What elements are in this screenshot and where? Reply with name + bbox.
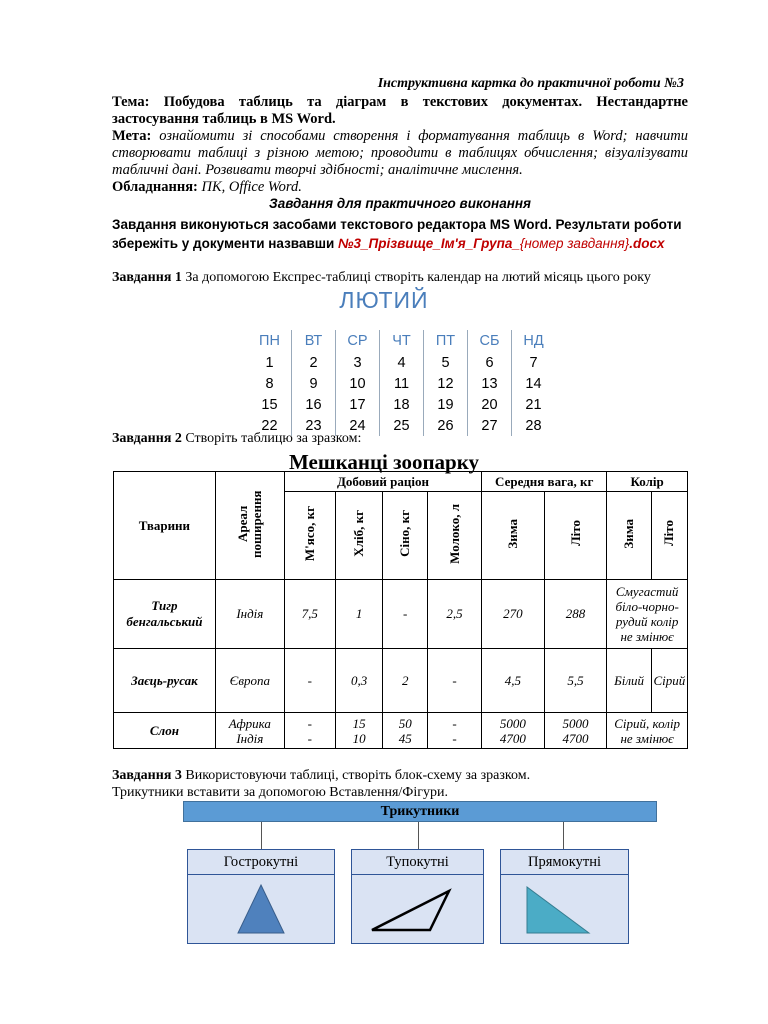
day-cell: 21 xyxy=(512,394,556,415)
header-animals: Тварини xyxy=(114,472,216,580)
table-row xyxy=(114,713,688,749)
milk-line: - xyxy=(452,715,457,731)
meat-value: 7,5 xyxy=(284,580,335,649)
header-meat-cell xyxy=(284,492,335,580)
goal-label: Мета: xyxy=(112,128,152,144)
header-color: Колір xyxy=(607,472,688,492)
zoo-table-title: Мешканці зоопарку xyxy=(288,450,480,474)
header-milk-cell xyxy=(428,492,482,580)
day-cell: 17 xyxy=(336,394,380,415)
filename-part3: .docx xyxy=(629,236,665,251)
task1-text: За допомогою Експрес-таблиці створіть календар на лютий місяць цього року xyxy=(181,270,651,285)
task1-paragraph xyxy=(112,270,651,286)
diagram-box-acute-title: Гострокутні xyxy=(187,849,335,875)
weight-line: 4700 xyxy=(499,730,526,746)
header-weight-summer-cell xyxy=(544,492,607,580)
milk-line: - xyxy=(452,730,457,746)
animal-name: Заєць-русак xyxy=(114,649,216,713)
calendar-table xyxy=(248,330,555,436)
header-weight-winter-cell xyxy=(482,492,545,580)
day-cell: 8 xyxy=(265,375,274,392)
area-line: Африка xyxy=(228,715,271,731)
day-cell: 12 xyxy=(424,373,468,394)
table-row xyxy=(114,580,688,649)
connector-line xyxy=(418,822,419,849)
task3-paragraph xyxy=(112,767,530,801)
hay-value xyxy=(383,713,428,749)
weight-line: 5000 xyxy=(562,715,589,731)
day-cell: 3 xyxy=(336,352,380,373)
header-color-summer: Літо xyxy=(661,520,677,547)
diagram-box-acute-body xyxy=(187,875,335,944)
diagram-box-right-body xyxy=(500,875,629,944)
color-summer-value: Сірий xyxy=(651,649,687,713)
calendar-week-row xyxy=(248,373,555,394)
header-milk: Молоко, л xyxy=(446,503,462,564)
topic-label: Тема: xyxy=(112,94,150,110)
animal-name: Тигр бенгальський xyxy=(114,580,216,649)
milk-value: - xyxy=(428,649,482,713)
weight-winter-value xyxy=(482,713,545,749)
diagram-box-right-title: Прямокутні xyxy=(500,849,629,875)
weekday-cell: ЧТ xyxy=(380,330,424,352)
connector-line xyxy=(563,822,564,849)
milk-value xyxy=(428,713,482,749)
header-area: Ареал поширення xyxy=(234,489,264,558)
day-cell: 24 xyxy=(336,415,380,436)
day-cell: 10 xyxy=(336,373,380,394)
obtuse-triangle-icon xyxy=(352,875,483,943)
weekday-cell: ВТ xyxy=(292,330,336,352)
calendar-weekday-row xyxy=(248,330,555,352)
day-cell: 14 xyxy=(512,373,556,394)
header-area-cell xyxy=(215,472,284,580)
day-cell: 4 xyxy=(380,352,424,373)
header-weight-summer: Літо xyxy=(567,520,583,547)
calendar-title: ЛЮТИЙ xyxy=(339,287,429,313)
day-cell: 11 xyxy=(380,373,424,394)
header-weight-winter: Зима xyxy=(504,518,520,549)
meat-value xyxy=(284,713,335,749)
header-bread: Хліб, кг xyxy=(351,510,367,557)
card-title: Інструктивна картка до практичної роботи №3 xyxy=(377,76,684,91)
hay-value: - xyxy=(383,580,428,649)
goal-paragraph xyxy=(112,128,688,179)
weekday-cell: СБ xyxy=(468,330,512,352)
table-row xyxy=(114,649,688,713)
filename-part2: {номер завдання} xyxy=(519,236,630,251)
acute-triangle-icon xyxy=(188,875,334,943)
weekday-cell: ПТ xyxy=(424,330,468,352)
diagram-box-obtuse-title: Тупокутні xyxy=(351,849,484,875)
weight-summer-value xyxy=(544,713,607,749)
header-bread-cell xyxy=(335,492,383,580)
header-diet: Добовий раціон xyxy=(284,472,481,492)
meat-line: - xyxy=(307,715,312,731)
equipment-paragraph xyxy=(112,179,688,196)
weight-winter-value: 270 xyxy=(482,580,545,649)
day-cell: 27 xyxy=(468,415,512,436)
calendar-week-row xyxy=(248,352,555,373)
calendar-week-row xyxy=(248,394,555,415)
day-cell: 22 xyxy=(261,417,278,434)
animal-name: Слон xyxy=(114,713,216,749)
topic-text: Побудова таблиць та діаграм в текстових документах. Нестандартне застосування таблиць в MS Word. xyxy=(112,94,688,127)
area-line: Індія xyxy=(236,730,264,746)
tasks-heading: Завдання для практичного виконання xyxy=(269,196,531,211)
day-cell: 25 xyxy=(380,415,424,436)
weekday-cell: НД xyxy=(512,330,556,352)
day-cell: 7 xyxy=(512,352,556,373)
diagram-root-bar: Трикутники xyxy=(183,801,657,822)
instructions-text: Завдання виконуються засобами текстового редактора MS Word. Результати роботи збережіть у документи назвавши xyxy=(112,217,682,251)
task3-text2: Трикутники вставити за допомогою Вставлення/Фігури. xyxy=(112,785,448,800)
weight-summer-value: 5,5 xyxy=(544,649,607,713)
equipment-text: ПК, Office Word. xyxy=(197,179,302,195)
header-color-summer-cell xyxy=(651,492,687,580)
color-value: Смугастий біло-чорно-рудий колір не змінює xyxy=(607,580,688,649)
day-cell: 23 xyxy=(292,415,336,436)
color-winter-value: Білий xyxy=(607,649,652,713)
day-cell: 5 xyxy=(424,352,468,373)
area-value xyxy=(215,713,284,749)
header-color-winter-cell xyxy=(607,492,652,580)
task2-paragraph xyxy=(112,431,361,447)
meat-line: - xyxy=(307,730,312,746)
header-color-winter: Зима xyxy=(621,518,637,549)
weight-line: 4700 xyxy=(562,730,589,746)
task1-label: Завдання 1 xyxy=(112,270,182,285)
day-cell: 13 xyxy=(468,373,512,394)
task2-label: Завдання 2 xyxy=(112,431,182,446)
milk-value: 2,5 xyxy=(428,580,482,649)
bread-value: 0,3 xyxy=(335,649,383,713)
task2-text: Створіть таблицю за зразком: xyxy=(181,431,362,446)
header-hay-cell xyxy=(383,492,428,580)
hay-line: 45 xyxy=(398,730,412,746)
hay-line: 50 xyxy=(398,715,412,731)
bread-value: 1 xyxy=(335,580,383,649)
area-value: Індія xyxy=(215,580,284,649)
header-hay: Сіно, кг xyxy=(397,510,413,557)
weight-summer-value: 288 xyxy=(544,580,607,649)
instructions-paragraph xyxy=(112,215,692,253)
task3-label: Завдання 3 xyxy=(112,768,182,783)
zoo-header-row-1 xyxy=(114,472,688,492)
day-cell: 20 xyxy=(468,394,512,415)
day-cell: 16 xyxy=(292,394,336,415)
day-cell: 19 xyxy=(424,394,468,415)
bread-line: 15 xyxy=(352,715,366,731)
zoo-table xyxy=(113,471,688,749)
meat-value: - xyxy=(284,649,335,713)
color-value: Сірий, колір не змінює xyxy=(607,713,688,749)
day-cell: 28 xyxy=(512,415,556,436)
hay-value: 2 xyxy=(383,649,428,713)
day-cell: 26 xyxy=(424,415,468,436)
header-weight: Середня вага, кг xyxy=(482,472,607,492)
day-cell: 6 xyxy=(468,352,512,373)
weekday-cell: СР xyxy=(336,330,380,352)
bread-value xyxy=(335,713,383,749)
equipment-label: Обладнання: xyxy=(112,179,198,195)
day-cell: 18 xyxy=(380,394,424,415)
weekday-cell: ПН xyxy=(259,333,280,349)
day-cell: 1 xyxy=(265,354,274,371)
area-value: Європа xyxy=(215,649,284,713)
weight-winter-value: 4,5 xyxy=(482,649,545,713)
diagram-box-obtuse-body xyxy=(351,875,484,944)
day-cell: 9 xyxy=(292,373,336,394)
right-triangle-icon xyxy=(501,875,628,943)
day-cell: 2 xyxy=(292,352,336,373)
weight-line: 5000 xyxy=(499,715,526,731)
connector-line xyxy=(261,822,262,849)
task3-text: Використовуючи таблиці, створіть блок-схему за зразком. xyxy=(181,768,531,783)
bread-line: 10 xyxy=(352,730,366,746)
day-cell: 15 xyxy=(261,396,278,413)
header-meat: М'ясо, кг xyxy=(301,505,317,562)
goal-text: ознайомити зі способами створення і форматування таблиць в Word; навчити створювати таблиці з різною метою; проводити в таблицях обчислення; візуалізувати табличні дані. Розвивати творчі здібності; аналітичне мислення. xyxy=(112,128,688,178)
topic-paragraph xyxy=(112,94,688,128)
filename-part1: №3_Прізвище_Ім'я_Група_ xyxy=(338,236,520,251)
